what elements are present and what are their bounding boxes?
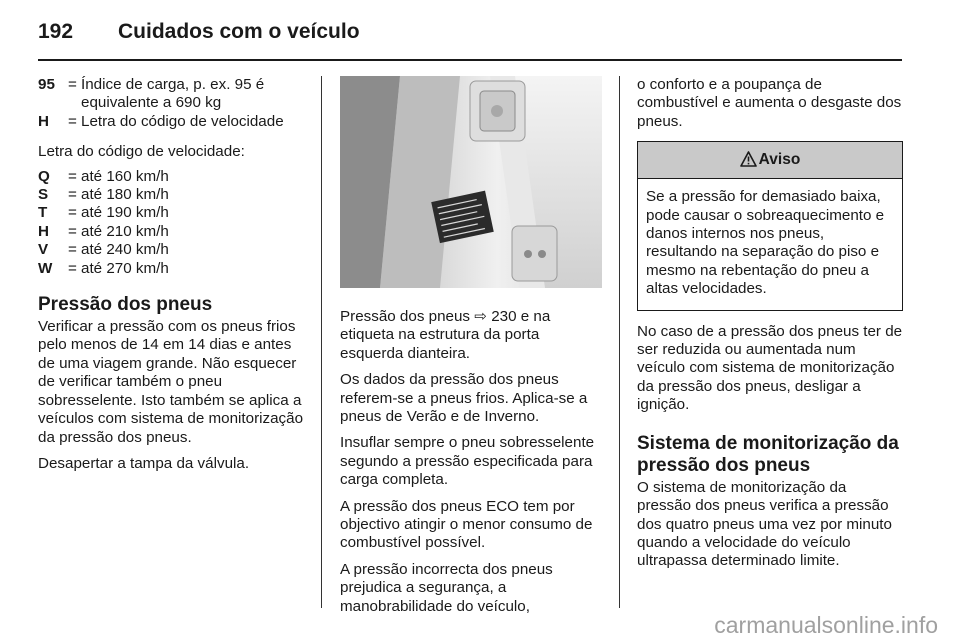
paragraph: Insuflar sempre o pneu sobresselente segundo a pressão especificada para carga completa. [340,434,595,489]
definition-row [38,113,304,131]
speed-code-key: T [38,204,48,222]
figure-caption [340,308,606,363]
paragraph: o conforto e a poupança de combustível e aumenta o desgaste dos pneus. [637,76,902,130]
column-middle [340,76,606,616]
page-header [38,16,900,56]
speed-code-row [38,260,304,278]
speed-code-intro: Letra do código de velocidade: [38,143,245,161]
paragraph: O sistema de monitorização da pressão dos pneus verifica a pressão dos quatro pneus uma vez por minuto quando a velocidade do veículo ultrapassa determinado limite. [637,478,892,570]
paragraph: Verificar a pressão com os pneus frios pelo menos de 14 em 14 dias e antes de uma viagem grande. Não esquecer de verificar também o pneu sobresselente. Isto também se aplica a veículos com sistema de monitorização da pressão dos pneus. [38,318,304,446]
speed-code-value: até 210 km/h [81,222,169,240]
speed-code-row [38,186,304,204]
speed-code-value: até 180 km/h [81,186,169,204]
speed-code-value: até 160 km/h [81,167,169,185]
warning-triangle-icon [740,151,757,167]
header-divider [38,59,902,61]
page-title: Cuidados com o veículo [118,20,360,43]
speed-code-key: W [38,259,53,277]
definition-key: 95 [38,76,55,93]
speed-code-value: até 240 km/h [81,241,169,259]
section-heading-tpms: Sistema de monitorização da pressão dos pneus [637,432,899,476]
door-pillar-tyre-label-photo [340,76,602,288]
caption-text: Pressão dos pneus [340,308,475,325]
equals-sign: = [68,241,77,259]
section-heading-tyre-pressure: Pressão dos pneus [38,294,213,316]
reference-arrow-icon: ⇨ [474,308,487,325]
equals-sign: = [68,76,77,93]
speed-code-row [38,204,304,222]
warning-box [637,141,903,310]
equals-sign: = [68,259,77,277]
definition-key: H [38,112,49,130]
definition-value: Letra do código de velocidade [81,112,284,130]
warning-header [638,142,902,179]
speed-code-key: S [38,186,49,204]
definition-value: Índice de carga, p. ex. 95 é equivalente a 690 kg [81,76,265,112]
speed-code-row [38,168,304,186]
speed-code-value: até 270 km/h [81,259,169,277]
caption-text: 230 e na etiqueta na estrutura da porta esquerda dianteira. [340,308,551,362]
speed-code-row [38,223,304,241]
watermark: carmanualsonline.info [714,612,938,638]
column-right [637,76,903,571]
equals-sign: = [68,204,77,222]
speed-code-key: Q [38,167,50,185]
speed-code-key: H [38,222,49,240]
warning-text: Se a pressão for demasiado baixa, pode causar o sobreaquecimento e danos internos nos pneus, resultando na separação do piso e mesmo na rebentação do pneu a altas velocidades. [646,188,885,298]
column-divider-left [321,76,322,608]
paragraph: A pressão dos pneus ECO tem por objectivo atingir o menor consumo de combustível possível. [340,497,593,552]
equals-sign: = [68,222,77,240]
speed-code-list [38,168,304,278]
column-left [38,76,304,473]
page-number: 192 [38,20,74,43]
speed-code-value: até 190 km/h [81,204,169,222]
equals-sign: = [68,167,77,185]
equals-sign: = [68,186,77,204]
definition-list [38,76,304,131]
paragraph: A pressão incorrecta dos pneus prejudica a segurança, a manobrabilidade do veículo, [340,560,553,615]
speed-code-key: V [38,241,49,259]
paragraph: No caso de a pressão dos pneus ter de ser reduzida ou aumentada num veículo com sistema de monitorização da pressão dos pneus, desligar a ignição. [637,322,903,414]
speed-code-row [38,241,304,259]
equals-sign: = [68,112,77,130]
column-divider-right [619,76,620,608]
paragraph: Os dados da pressão dos pneus referem-se a pneus frios. Aplica-se a pneus de Verão e de Inverno. [340,371,588,426]
definition-row [38,76,304,113]
paragraph: Desapertar a tampa da válvula. [38,454,250,472]
warning-title: Aviso [758,151,801,169]
